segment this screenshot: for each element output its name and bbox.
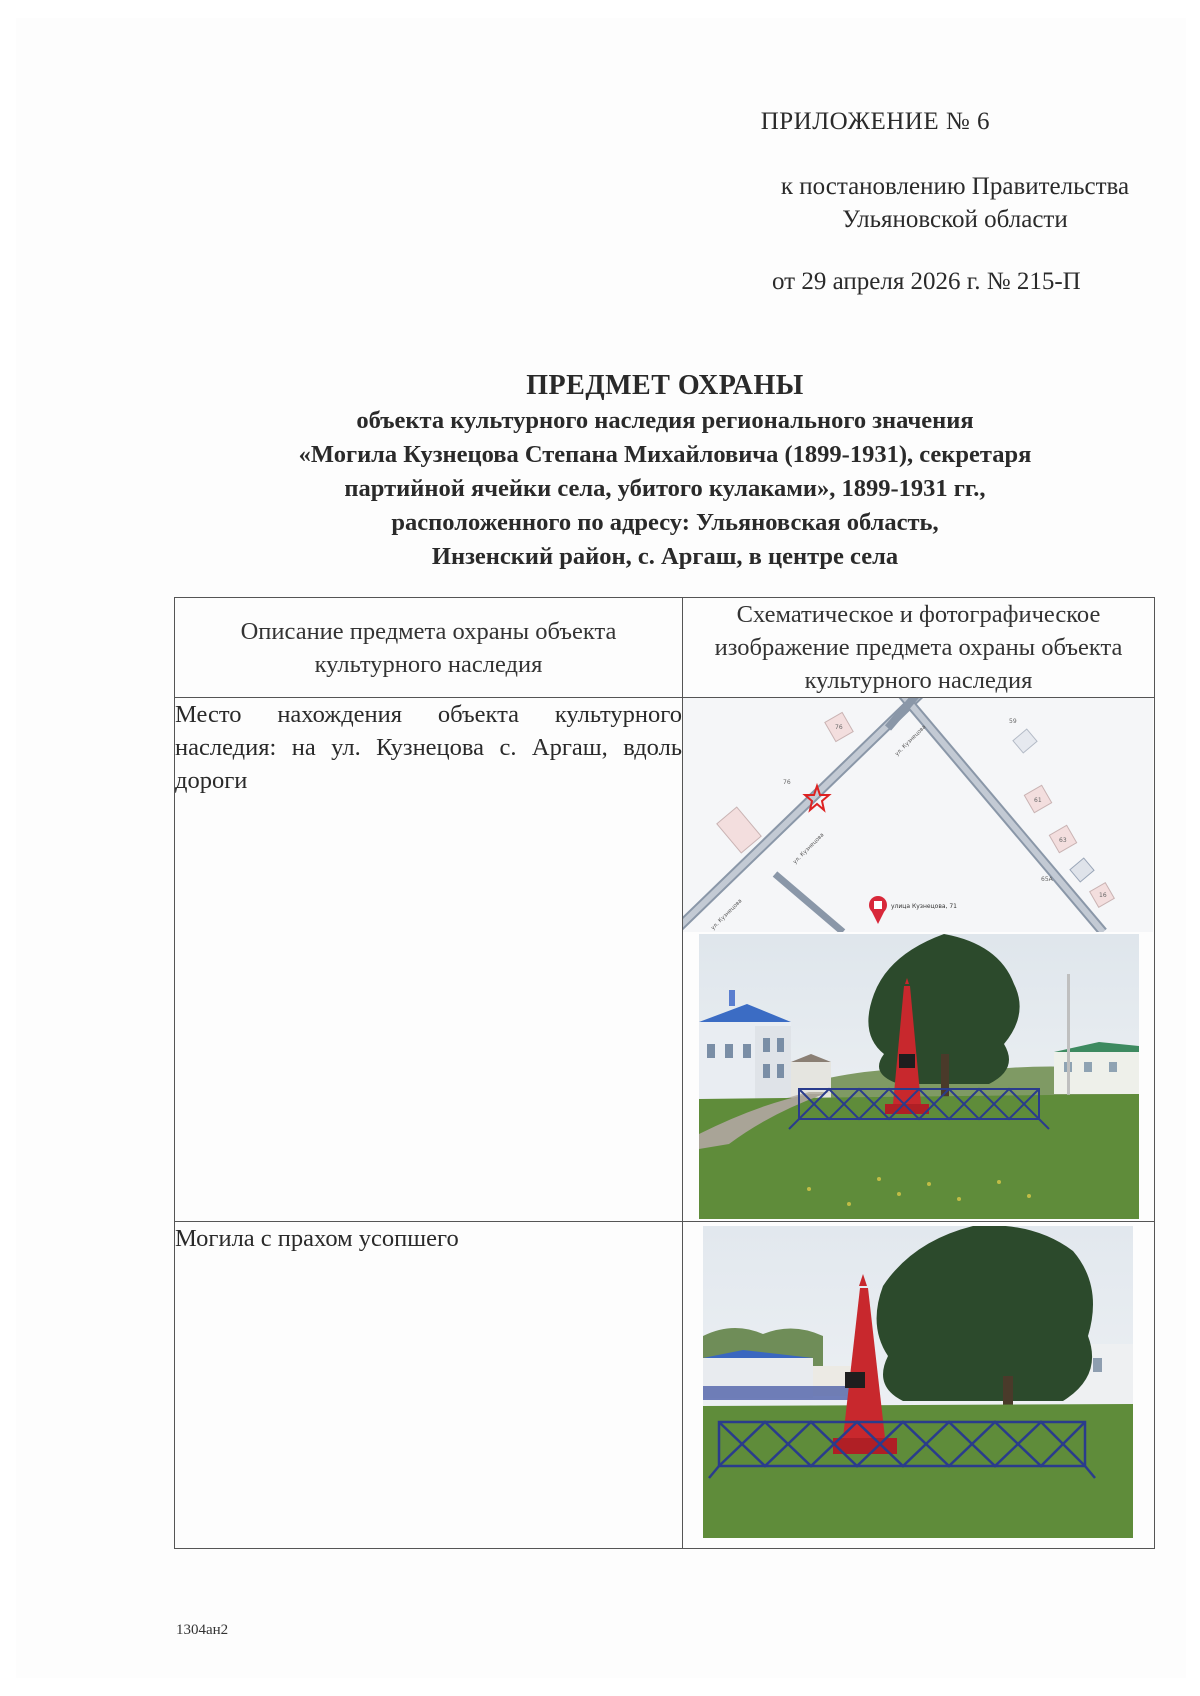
header-text-description: Описание предмета охраны объекта культурного наследия xyxy=(240,617,617,678)
house-label: 76 xyxy=(835,724,843,731)
title-line-4: расположенного по адресу: Ульяновская область, xyxy=(391,509,939,536)
house-label: 59 xyxy=(1009,718,1017,725)
grave-description-text: Могила с прахом усопшего xyxy=(175,1225,459,1252)
table-row xyxy=(175,698,1155,1222)
street-label: ул. Кузнецова xyxy=(894,724,928,758)
street-label: ул. Кузнецова xyxy=(792,832,826,866)
row-location-description xyxy=(175,698,683,1222)
grave-photo xyxy=(683,1222,1154,1538)
location-description-text: Место нахождения объекта культурного наследия: на ул. Кузнецова с. Аргаш, вдоль дороги xyxy=(175,701,682,794)
address-label: улица Кузнецова, 71 xyxy=(891,903,957,910)
monument-photo-street-view xyxy=(699,934,1139,1219)
title-line-3: партийной ячейки села, убитого кулаками», 1899-1931 гг., xyxy=(344,475,986,502)
resolution-line-2: Ульяновской области xyxy=(842,206,1068,233)
street-map-image xyxy=(683,698,1153,932)
table-header-images xyxy=(683,598,1155,698)
location-photo xyxy=(683,932,1154,1219)
document-code: 1304ан2 xyxy=(176,1622,229,1638)
monument-photo-closeup xyxy=(703,1226,1133,1538)
location-map xyxy=(683,698,1154,932)
house-label: 76 xyxy=(783,779,791,786)
protection-subject-table xyxy=(174,597,1155,1549)
row-location-images xyxy=(683,698,1155,1222)
table-header-description xyxy=(175,598,683,698)
resolution-date: от 29 апреля 2026 г. № 215-П xyxy=(772,268,1081,295)
house-label: 65А xyxy=(1041,876,1053,883)
title-main: ПРЕДМЕТ ОХРАНЫ xyxy=(526,370,804,401)
header-text-images: Схематическое и фотографическое изображение предмета охраны объекта культурного наследия xyxy=(714,601,1123,694)
house-label: 63 xyxy=(1059,837,1067,844)
row-grave-description xyxy=(175,1222,683,1549)
street-label: ул. Кузнецова xyxy=(710,898,744,932)
title-line-1: объекта культурного наследия регионального значения xyxy=(356,407,974,434)
resolution-reference xyxy=(755,170,1155,236)
table-row xyxy=(175,1222,1155,1549)
house-label: 61 xyxy=(1034,797,1042,804)
document-title xyxy=(200,368,1130,574)
row-grave-images xyxy=(683,1222,1155,1549)
title-line-5: Инзенский район, с. Аргаш, в центре села xyxy=(431,543,899,570)
house-label: 16 xyxy=(1099,892,1107,899)
resolution-line-1: к постановлению Правительства xyxy=(780,173,1130,200)
appendix-number: ПРИЛОЖЕНИЕ № 6 xyxy=(760,108,990,135)
title-line-2: «Могила Кузнецова Степана Михайловича (1899-1931), секретаря xyxy=(298,441,1032,468)
